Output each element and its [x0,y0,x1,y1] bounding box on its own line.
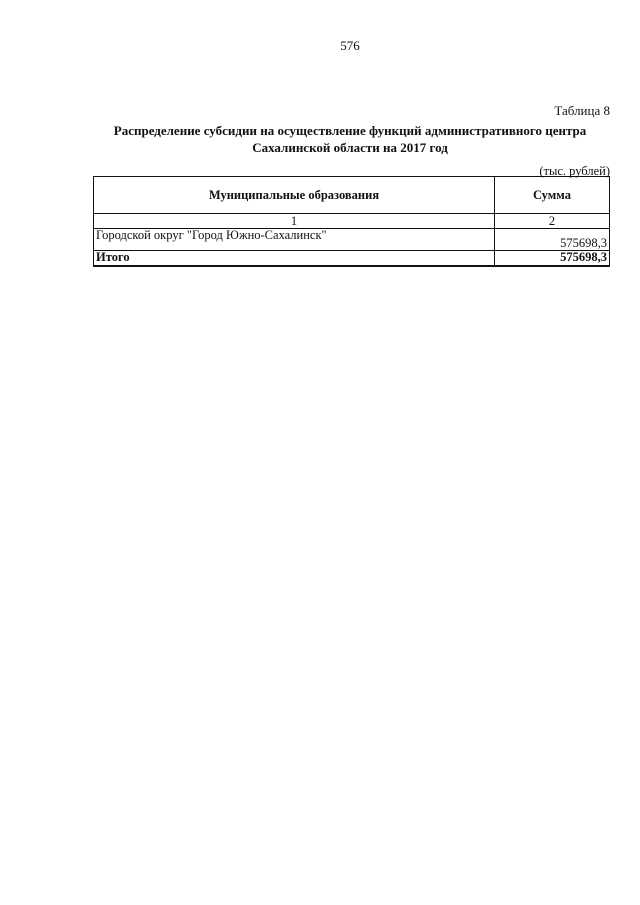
column-number-row [94,214,610,229]
total-row [94,251,610,267]
document-title-line-2: Сахалинской области на 2017 год [252,140,448,155]
column-number-2: 2 [494,214,609,229]
table-label: Таблица 8 [554,103,610,118]
units-label: (тыс. рублей) [539,164,610,178]
total-sum: 575698,3 [494,251,609,267]
total-label: Итого [94,251,495,267]
header-sum: Сумма [494,177,609,214]
subsidy-table [93,176,610,267]
municipality-sum: 575698,3 [494,229,609,251]
document-title [80,122,620,156]
header-municipalities: Муниципальные образования [94,177,495,214]
table-header-row [94,177,610,214]
table-row [94,229,610,251]
column-number-1: 1 [94,214,495,229]
page-number: 576 [340,38,360,53]
municipality-name: Городской округ "Город Южно-Сахалинск" [94,229,495,251]
document-title-line-1: Распределение субсидии на осуществление функций административного центра [113,123,587,138]
